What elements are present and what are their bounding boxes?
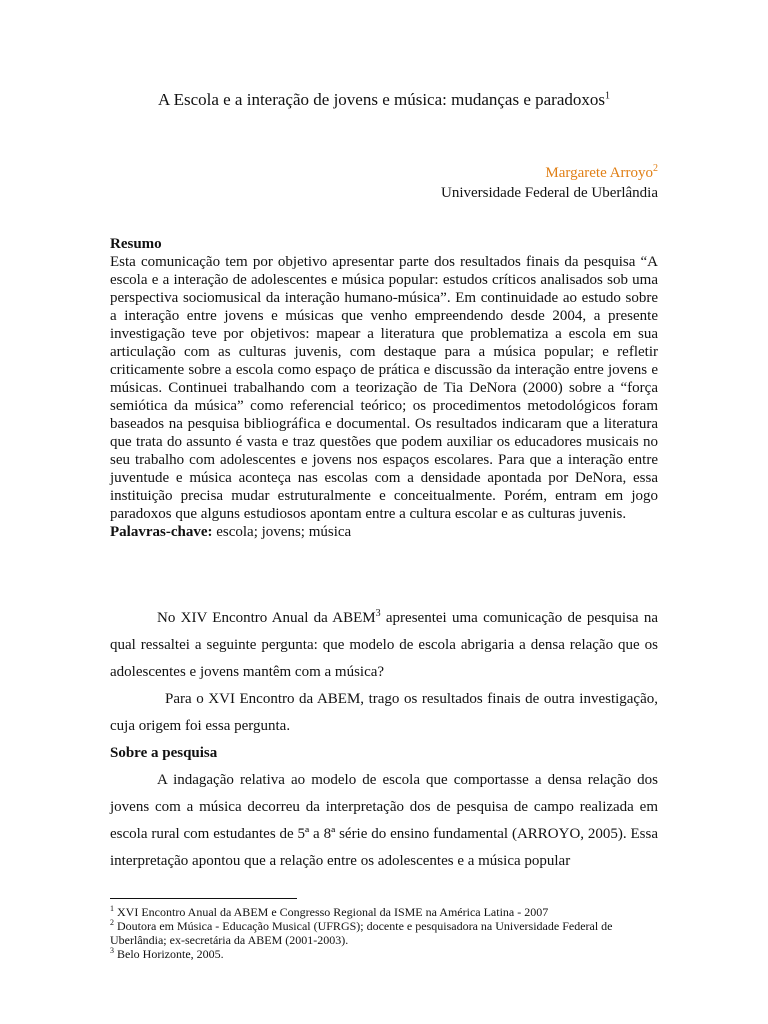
author-name: Margarete Arroyo bbox=[545, 165, 653, 181]
author-name-line bbox=[441, 163, 658, 183]
footnote-2 bbox=[110, 919, 658, 947]
keywords-line bbox=[110, 523, 658, 541]
author-block bbox=[441, 163, 658, 203]
section-heading: Sobre a pesquisa bbox=[110, 745, 218, 761]
footnote-3-text: Belo Horizonte, 2005. bbox=[114, 947, 224, 961]
abstract-heading: Resumo bbox=[110, 236, 162, 252]
keywords-text: escola; jovens; música bbox=[212, 524, 352, 540]
footnote-1 bbox=[110, 905, 658, 919]
body-paragraph-1 bbox=[110, 605, 658, 686]
body-footnote-ref: 3 bbox=[375, 608, 381, 619]
footnote-1-number: 1 bbox=[110, 904, 114, 913]
footnote-2-number: 2 bbox=[110, 918, 114, 927]
title-footnote-ref: 1 bbox=[605, 90, 611, 102]
footnote-divider bbox=[110, 898, 297, 899]
body-paragraph-1-end: apresentei uma comunicação de pesquisa na qual ressaltei a seguinte pergunta: que modelo de escola abrigaria a densa relação que os adolescentes e jovens mantêm com a música? bbox=[110, 610, 659, 680]
footnote-3 bbox=[110, 947, 658, 961]
author-affiliation: Universidade Federal de Uberlândia bbox=[441, 185, 658, 201]
footnote-3-number: 3 bbox=[110, 946, 114, 955]
keywords-label: Palavras-chave: bbox=[110, 524, 213, 540]
body-paragraph-1-start: No XIV Encontro Anual da ABEM bbox=[157, 610, 376, 626]
body-paragraph-3: A indagação relativa ao modelo de escola que comportasse a densa relação dos jovens com a música decorreu da interpretação dos de pesquisa de campo realizada em escola rural com estudantes de 5ª a 8ª série do ensino fundamental (ARROYO, 2005). Essa interpretação apontou que a relação entre os adolescentes e a música popular bbox=[110, 772, 658, 869]
paper-title bbox=[110, 89, 658, 111]
abstract-section bbox=[110, 235, 658, 541]
body-paragraph-2: Para o XVI Encontro da ABEM, trago os resultados finais de outra investigação, cuja origem foi essa pergunta. bbox=[110, 691, 658, 734]
body-section bbox=[110, 605, 658, 875]
author-footnote-ref: 2 bbox=[653, 163, 658, 174]
abstract-text: Esta comunicação tem por objetivo apresentar parte dos resultados finais da pesquisa “A escola e a interação de adolescentes e música popular: estudos críticos analisados sob uma perspectiva sociomusical da interação humano-música”. Em continuidade ao estudo sobre a interação entre jovens e músicas que venho empreendendo desde 2004, a presente investigação teve por objetivos: mapear a literatura que problematiza a escola em sua articulação com as culturas juvenis, com destaque para a música popular; e refletir criticamente sobre a escola como espaço de prática e discussão da interação entre jovens e músicas. Continuei trabalhando com a teorização de Tia DeNora (2000) sobre a “força semiótica da música” como referencial teórico; os procedimentos metodológicos foram baseados na pesquisa bibliográfica e documental. Os resultados indicaram que a literatura que trata do assunto é vasta e traz questões que podem auxiliar os educadores musicais no seu trabalho com adolescentes e jovens nos espaços escolares. Para que a interação entre juventude e música aconteça nas escolas com a densidade apontada por DeNora, essa instituição precisa mudar estruturalmente e conceitualmente. Porém, entram em jogo paradoxos que alguns estudiosos apontam entre a cultura escolar e as culturas juvenis. bbox=[110, 254, 658, 522]
title-text: A Escola e a interação de jovens e música: mudanças e paradoxos bbox=[157, 90, 606, 109]
footnote-1-text: XVI Encontro Anual da ABEM e Congresso Regional da ISME na América Latina - 2007 bbox=[114, 905, 549, 919]
footnotes bbox=[110, 905, 658, 961]
footnote-2-text: Doutora em Música - Educação Musical (UFRGS); docente e pesquisadora na Universidade Federal de Uberlândia; ex-secretária da ABEM (2001-2003). bbox=[110, 919, 613, 947]
